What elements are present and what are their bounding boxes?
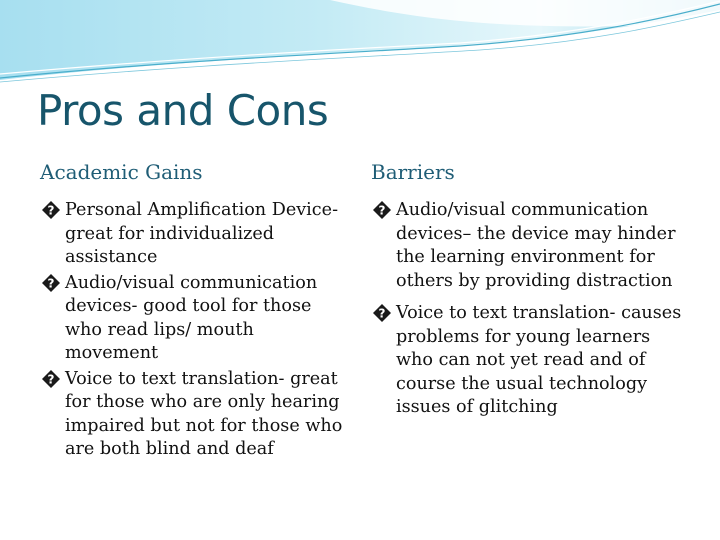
list-item bbox=[40, 368, 350, 462]
list-item-text: Audio/visual communication devices– the device may hinder the learning environment for others by providing distraction bbox=[396, 200, 676, 291]
slide-title: Pros and Cons bbox=[37, 86, 329, 135]
list-item bbox=[371, 302, 686, 420]
barriers-list bbox=[371, 199, 686, 429]
list-item bbox=[40, 272, 350, 366]
decorative-wave-band bbox=[0, 0, 720, 90]
academic-gains-heading: Academic Gains bbox=[40, 160, 203, 184]
svg-text:?: ? bbox=[47, 203, 55, 218]
list-item-text: Voice to text translation- causes problems for young learners who can not yet read and of course the usual technology issues of glitching bbox=[396, 303, 682, 417]
svg-text:?: ? bbox=[378, 306, 386, 321]
replacement-char-icon bbox=[40, 273, 62, 293]
barriers-heading: Barriers bbox=[371, 160, 455, 184]
academic-gains-list bbox=[40, 199, 350, 464]
list-item-text: Audio/visual communication devices- good tool for those who read lips/ mouth movement bbox=[65, 272, 318, 363]
list-item-text: Personal Amplification Device- great for individualized assistance bbox=[65, 200, 339, 267]
replacement-char-icon bbox=[371, 303, 393, 323]
list-item bbox=[40, 199, 350, 270]
list-item bbox=[371, 199, 686, 293]
replacement-char-icon bbox=[40, 369, 62, 389]
replacement-char-icon bbox=[371, 200, 393, 220]
replacement-char-icon bbox=[40, 200, 62, 220]
svg-text:?: ? bbox=[378, 203, 386, 218]
svg-text:?: ? bbox=[47, 276, 55, 290]
list-item-text: Voice to text translation- great for those who are only hearing impaired but not for those who are both blind and deaf bbox=[65, 368, 343, 459]
svg-text:?: ? bbox=[47, 372, 55, 386]
